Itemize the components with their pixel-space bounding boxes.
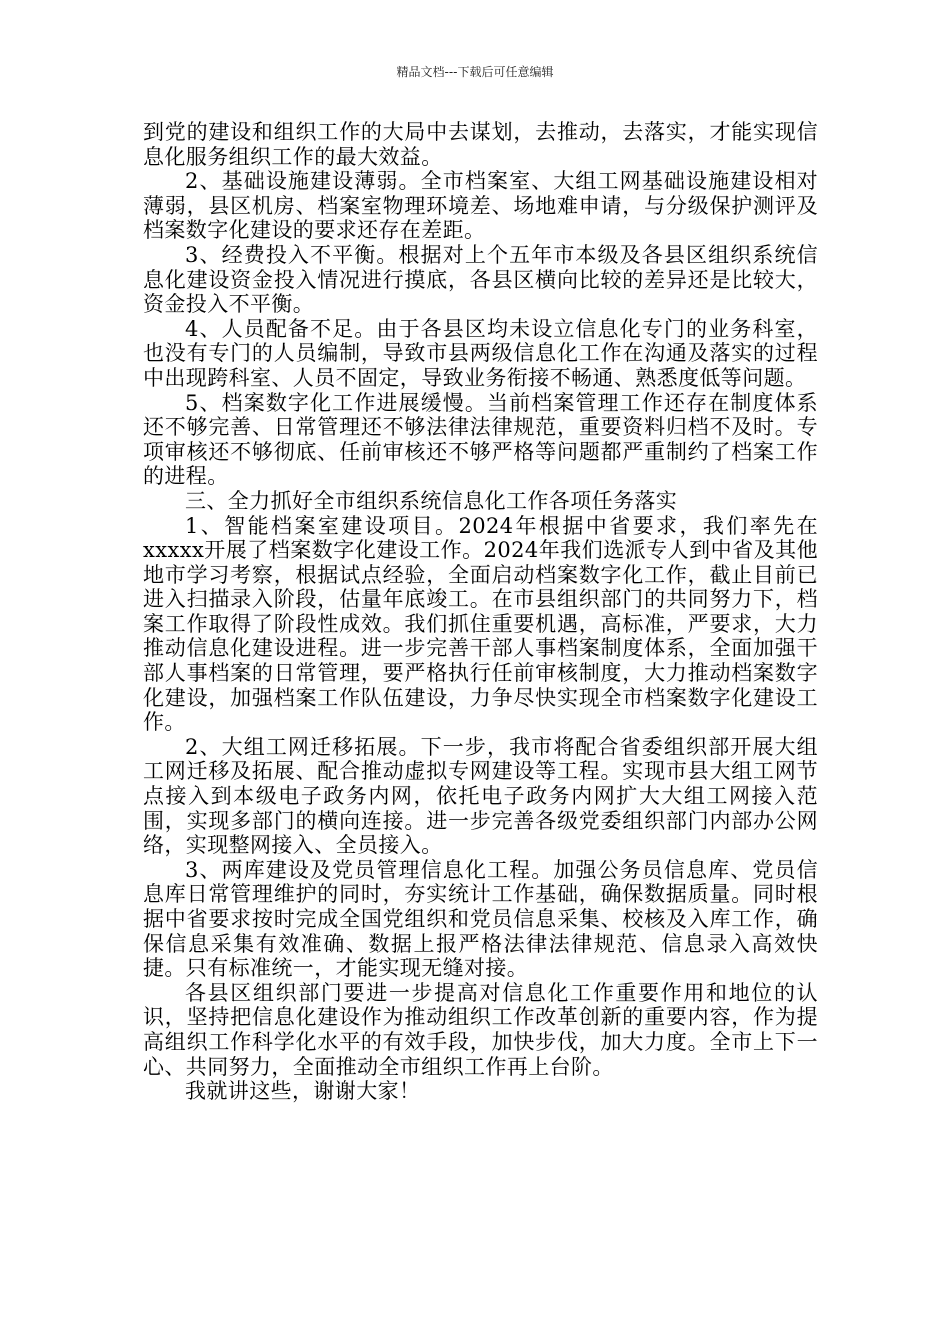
paragraph-4: 4、人员配备不足。由于各县区均未设立信息化专门的业务科室，也没有专门的人员编制，导致市县两级信息化工作在沟通及落实的过程中出现跨科室、人员不固定，导致业务衔接不畅通、熟悉度低等问题。 (143, 316, 818, 390)
page-header: 精品文档---下载后可任意编辑 (396, 65, 554, 79)
paragraph-2: 2、基础设施建设薄弱。全市档案室、大组工网基础设施建设相对薄弱，县区机房、档案室物理环境差、场地难申请，与分级保护测评及档案数字化建设的要求还存在差距。 (143, 169, 818, 243)
paragraph-9: 3、两库建设及党员管理信息化工程。加强公务员信息库、党员信息库日常管理维护的同时，夯实统计工作基础，确保数据质量。同时根据中省要求按时完成全国党组织和党员信息采集、校核及入库工作，确保信息采集有效准确、数据上报严格法律法律规范、信息录入高效快捷。只有标准统一，才能实现无缝对接。 (143, 857, 818, 981)
paragraph-8: 2、大组工网迁移拓展。下一步，我市将配合省委组织部开展大组工网迁移及拓展、配合推动虚拟专网建设等工程。实现市县大组工网节点接入到本级电子政务内网，依托电子政务内网扩大大组工网接入范围，实现多部门的横向连接。进一步完善各级党委组织部门内部办公网络，实现整网接入、全员接入。 (143, 734, 818, 858)
section-heading-3: 三、全力抓好全市组织系统信息化工作各项任务落实 (185, 488, 678, 513)
paragraph-3: 3、经费投入不平衡。根据对上个五年市本级及各县区组织系统信息化建设资金投入情况进行摸底，各县区横向比较的差异还是比较大，资金投入不平衡。 (143, 242, 818, 317)
document-body (143, 120, 818, 1104)
paragraph-5: 5、档案数字化工作进展缓慢。当前档案管理工作还存在制度体系还不够完善、日常管理还不够法律法律规范，重要资料归档不及时。专项审核还不够彻底、任前审核还不够严格等问题都严重制约了档案工作的进程。 (143, 390, 818, 489)
closing-remark: 我就讲这些，谢谢大家！ (185, 1079, 421, 1104)
paragraph-7: 1、智能档案室建设项目。2024年根据中省要求，我们率先在xxxxx开展了档案数字化建设工作。2024年我们选派专人到中省及其他地市学习考察，根据试点经验，全面启动档案数字化工作，截止目前已进入扫描录入阶段，估量年底竣工。在市县组织部门的共同努力下，档案工作取得了阶段性成效。我们抓住重要机遇，高标准，严要求，大力推动信息化建设进程。进一步完善干部人事档案制度体系，全面加强干部人事档案的日常管理，要严格执行任前审核制度，大力推动档案数字化建设，加强档案工作队伍建设，力争尽快实现全市档案数字化建设工作。 (143, 513, 818, 735)
paragraph-1: 到党的建设和组织工作的大局中去谋划，去推动，去落实，才能实现信息化服务组织工作的最大效益。 (143, 120, 818, 169)
paragraph-10: 各县区组织部门要进一步提高对信息化工作重要作用和地位的认识，坚持把信息化建设作为推动组织工作改革创新的重要内容，作为提高组织工作科学化水平的有效手段，加快步伐，加大力度。全市上下一心、共同努力，全面推动全市组织工作再上台阶。 (143, 980, 818, 1079)
